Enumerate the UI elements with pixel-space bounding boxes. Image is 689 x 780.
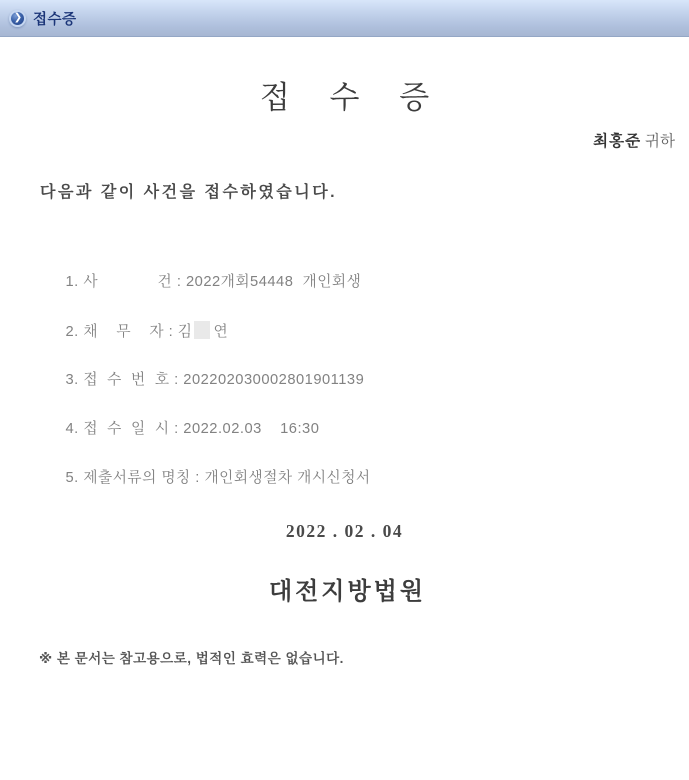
receipt-datetime-value: 2022.02.03 16:30 [183,421,320,438]
debtor-name-suffix: 연 [213,324,229,341]
receipt-datetime-label: 4. 접 수 일 시 : [65,421,184,438]
receipt-document [0,77,689,668]
case-number-row [38,252,689,291]
recipient-name: 최홍준 [593,132,642,150]
debtor-row [38,301,689,341]
document-title: 접 수 증 [259,80,446,115]
receipt-number-label: 3. 접 수 번 호 : [65,372,184,389]
issue-date: 2022 . 02 . 04 [285,521,404,542]
page-header-bar [0,0,689,37]
legal-disclaimer-footnote: ※ 본 문서는 참고용으로, 법적인 효력은 없습니다. [39,651,344,667]
intro-sentence: 다음과 같이 사건을 접수하였습니다. [40,183,338,201]
submitted-document-row [38,448,689,487]
receipt-datetime-row [38,399,689,438]
receipt-number-value: 202202030002801901139 [183,372,365,389]
submitted-document-label: 5. 제출서류의 명칭 : [65,470,205,487]
recipient-honorific: 귀하 [645,132,675,150]
case-number-value: 2022개회54448 개인회생 [185,274,362,291]
case-number-label: 1. 사 건 : [65,274,186,291]
debtor-name-prefix: 김 [177,324,193,341]
chevron-right-circle-icon [9,10,26,27]
chevron-glyph: ❯ [13,12,23,23]
debtor-label: 2. 채 무 자 : [65,324,178,341]
case-detail-list [0,252,689,487]
recipient-line [0,131,689,153]
court-name: 대전지방법원 [268,579,427,606]
submitted-document-value: 개인회생절차 개시신청서 [204,470,371,487]
page-header-title: 접수증 [33,11,77,28]
receipt-number-row [38,350,689,389]
masked-name-character [194,321,210,339]
